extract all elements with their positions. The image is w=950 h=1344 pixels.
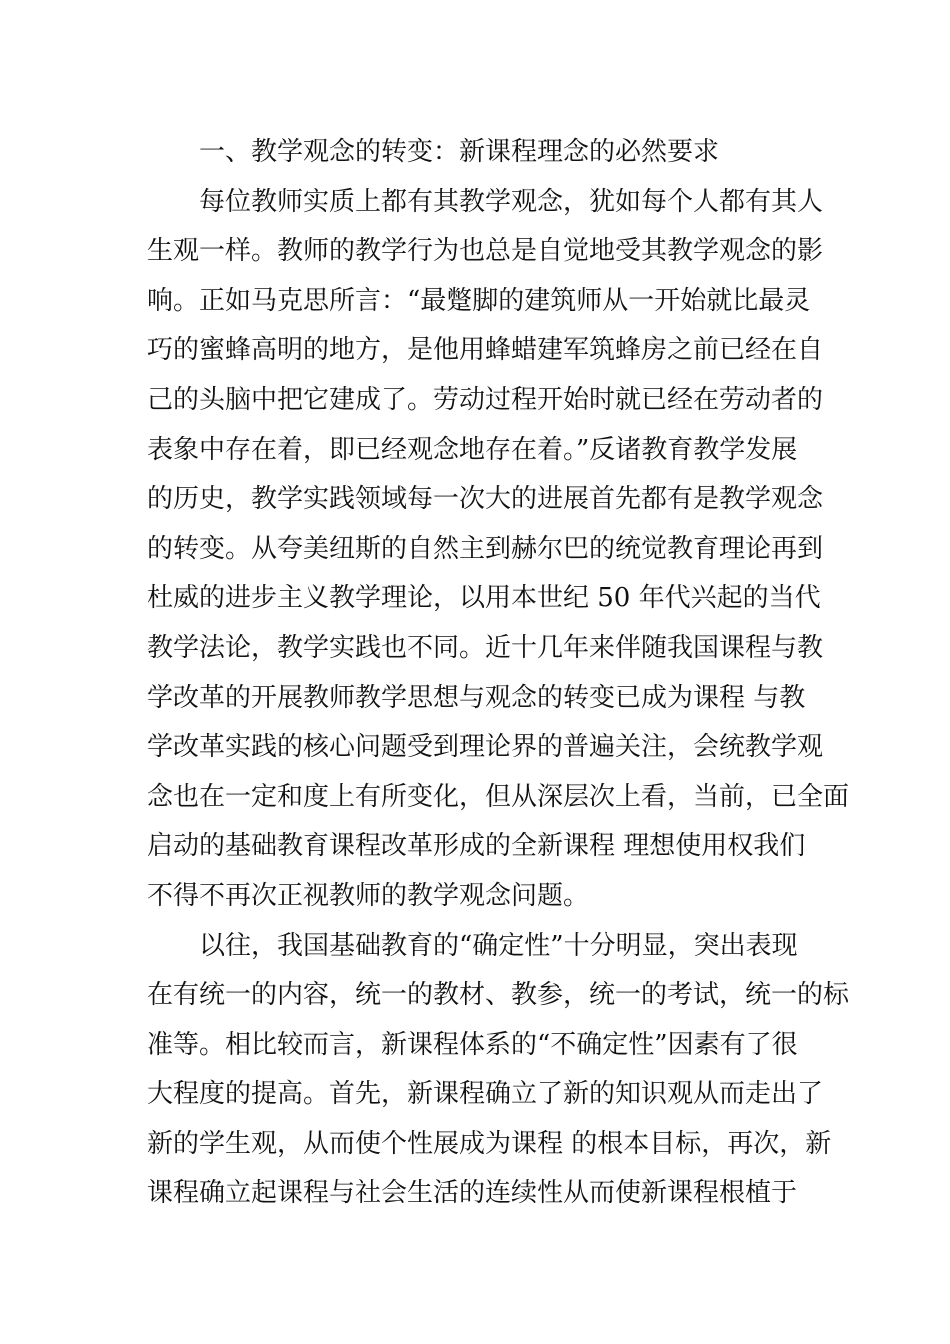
paragraph-2-line-4: 大程度的提高。首先，新课程确立了新的知识观从而走出了 [147,1079,824,1110]
document-body [147,128,850,1219]
paragraph-1-line-5: 己的头脑中把它建成了。劳动过程开始时就已经在劳动者的 [147,384,824,415]
paragraph-1-line-2: 生观一样。教师的教学行为也总是自觉地受其教学观念的影 [147,236,824,267]
section-heading: 一、教学观念的转变：新课程理念的必然要求 [199,137,720,167]
paragraph-2-line-6: 课程确立起课程与社会生活的连续性从而使新课程根植于 [147,1178,798,1209]
paragraph-1-line-8: 的转变。从夸美纽斯的自然主到赫尔巴的统觉教育理论再到 [147,533,824,564]
paragraph-1-line-15: 不得不再次正视教师的教学观念问题。 [147,880,590,911]
paragraph-1-line-14: 启动的基础教育课程改革形成的全新课程 理想使用权我们 [147,831,806,862]
paragraph-2-line-1: 以往，我国基础教育的“确定性”十分明显，突出表现 [199,930,798,961]
paragraph-1-line-4: 巧的蜜蜂高明的地方，是他用蜂蜡建军筑蜂房之前已经在自 [147,335,824,366]
paragraph-1-line-13: 念也在一定和度上有所变化，但从深层次上看，当前，已全面 [147,781,850,812]
paragraph-2-line-3: 准等。相比较而言，新课程体系的“不确定性”因素有了很 [147,1029,798,1060]
paragraph-1-line-11: 学改革的开展教师教学思想与观念的转变已成为课程 与教 [147,682,806,713]
paragraph-2-line-2: 在有统一的内容，统一的教材、教参，统一的考试，统一的标 [147,980,850,1011]
paragraph-2-line-5: 新的学生观，从而使个性展成为课程 的根本目标，再次，新 [147,1128,832,1159]
paragraph-1-line-9: 杜威的进步主义教学理论，以用本世纪 50 年代兴起的当代 [147,583,821,614]
paragraph-1-line-1: 每位教师实质上都有其教学观念，犹如每个人都有其人 [199,186,824,217]
paragraph-1-line-3: 响。正如马克思所言：“最蹩脚的建筑师从一开始就比最灵 [147,285,811,316]
paragraph-1-line-12: 学改革实践的核心问题受到理论界的普遍关注，会统教学观 [147,732,824,763]
paragraph-1-line-10: 教学法论，教学实践也不同。近十几年来伴随我国课程与教 [147,632,824,663]
paragraph-1-line-6: 表象中存在着，即已经观念地存在着。”反诸教育教学发展 [147,434,798,465]
paragraph-1-line-7: 的历史，教学实践领域每一次大的进展首先都有是教学观念 [147,484,824,515]
